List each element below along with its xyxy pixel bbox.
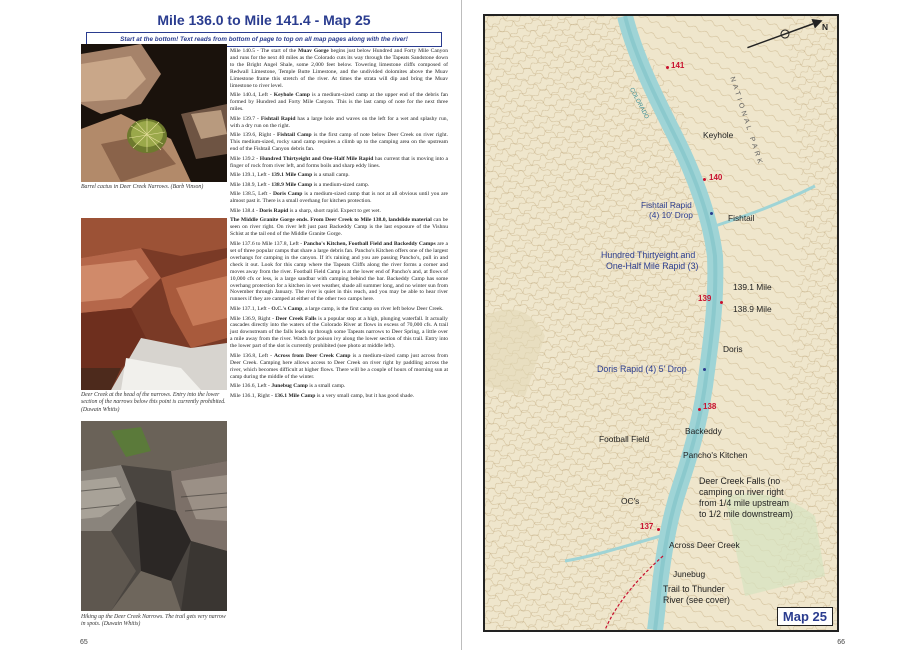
- log-entry: [230, 48, 448, 90]
- mile-dot-138: [698, 408, 701, 411]
- doris-rapid-label: Doris Rapid (4) 5' Drop: [597, 364, 687, 374]
- north-label: N: [822, 22, 829, 32]
- log-entry-prefix: Mile 136.8, Left -: [230, 352, 275, 359]
- log-entry-name: The Middle Granite Gorge ends. From Deer Creek to Mile 138.0, landslide material: [230, 217, 432, 224]
- mile-dot-141: [666, 66, 669, 69]
- caption-1: Barrel cactus in Deer Creek Narrows. (Barb Vinson): [81, 184, 204, 190]
- page-title: Mile 136.0 to Mile 141.4 - Map 25: [157, 12, 371, 28]
- log-entry-text: has a large hole and waves on the left for a wet and splashy run, with a dry run on the right.: [230, 115, 448, 129]
- football-field-label: Football Field: [599, 434, 650, 444]
- panchos-kitchen-label: Pancho's Kitchen: [683, 450, 748, 460]
- log-entry-name: Across from Deer Creek Camp: [274, 352, 351, 359]
- barrel-cactus-photo: [81, 44, 227, 182]
- log-entry-text: is a very small camp, but it has good shade.: [315, 392, 415, 399]
- deer-creek-falls-label-4: to 1/2 mile downstream): [699, 509, 793, 519]
- log-entry-name: Pancho's Kitchen, Football Field and Backeddy Camps: [303, 240, 436, 247]
- log-entry-prefix: Mile 137.6 to Mile 137.8, Left -: [230, 240, 304, 247]
- deer-creek-falls-label-2: camping on river right: [699, 487, 784, 497]
- log-entry-prefix: Mile 139.7 -: [230, 115, 261, 122]
- fishtail-rapid-rating: (4) 10' Drop: [649, 210, 693, 220]
- log-entry-prefix: Mile 139.6, Right -: [230, 132, 277, 139]
- log-entry: [230, 92, 448, 113]
- deer-creek-falls-label-1: Deer Creek Falls (no: [699, 476, 781, 486]
- doris-rapid-dot: [703, 368, 706, 371]
- log-entry-text: is a medium-sized camp at the upper end of the debris fan formed by Hundred and Forty Mile Canyon. This is the last camp of note for the next three miles.: [230, 92, 448, 113]
- log-entry-text: is a popular stop at a high, plunging waterfall. It actually cascades directly into the waters of the Colorado River at flows in excess of 70,000 cfs. A trail just downstream of the falls leads up through some Tapeats narrows to Deer Spring, a little over a mile away from the river. Watch for poison ivy along the lower section of this trail. Entry into the lower part of the slot is currently prohibited (see photo at middle left).: [230, 315, 448, 350]
- junebug-label: Junebug: [673, 569, 706, 579]
- mile-marker-140: 140: [709, 173, 723, 182]
- log-entry-name: 136.1 Mile Camp: [274, 392, 316, 399]
- log-entry-name: Muav Gorge: [297, 48, 329, 54]
- map-number-tag: Map 25: [777, 607, 833, 626]
- log-entry-name: 138.9 Mile Camp: [271, 181, 313, 188]
- log-entry: [230, 191, 448, 205]
- hundred-rapid-label-2: One-Half Mile Rapid (3): [606, 261, 699, 271]
- log-entry-text: can be seen on river right. On river left just past Backeddy Camp is the last exposure of the Vishnu Schist at the tail end of the Middle Granite Gorge.: [230, 217, 449, 238]
- hundred-rapid-label-1: Hundred Thirtyeight and: [601, 250, 696, 260]
- right-page: [463, 0, 859, 650]
- river-map: [483, 14, 839, 632]
- log-entry-text: are a set of three popular camps that share a large debris fan. Pancho's Kitchen offers one of the largest overhangs for camping in the canyon. If it's raining and you are passing Pancho's, pull in and check it out. Look for this camp where the Tapeats Cliffs along the river forms a corner and moves away from the river. Football Field Camp is at the lower end of Pancho's and, at flows of 10,000 cfs or less, is a large sandbar with camping behind the bar. Backeddy Camp has some overhang protection for a kitchen in wet weather, shade all summer long, and no winter sun from November through January. The river is quiet in this reach, and you may be able to hear river runners if they are camped at either of the other two camps here.: [230, 240, 448, 303]
- ocs-camp-label: OC's: [621, 496, 640, 506]
- log-entry: [230, 172, 448, 179]
- log-entry-text: is a medium-sized camp that is not at all obvious until you are almost past it. There is a small overhang for kitchen protection.: [230, 191, 448, 205]
- caption-3: Hiking up the Deer Creek Narrows. The trail gets very narrow in spots. (Duwain Whitis): [81, 614, 226, 628]
- log-entry-text: , a large camp, is the first camp on river left below Deer Creek.: [302, 305, 444, 312]
- mile-marker-137: 137: [640, 522, 654, 531]
- log-entry: [230, 182, 448, 189]
- mile-dot-139: [720, 301, 723, 304]
- doris-camp-label: Doris: [723, 344, 743, 354]
- log-entry-name: Doris Rapid: [259, 207, 289, 214]
- log-entry-prefix: Mile 137.1, Left -: [230, 305, 272, 312]
- log-entry-prefix: Mile 138.5, Left -: [230, 191, 273, 198]
- mile-dot-137: [657, 528, 660, 531]
- page-number-left: 65: [80, 639, 88, 646]
- river-log-text: [230, 48, 448, 402]
- log-entry: [230, 353, 448, 381]
- log-entry-prefix: Mile 140.4, Left -: [230, 92, 274, 99]
- log-entry-prefix: Mile 138.4 -: [230, 207, 260, 214]
- log-entry-text: has current that is moving into a finger of rock from river left, and forms boils and sharp eddy lines.: [230, 155, 448, 169]
- log-entry-text: is the first camp of note below Deer Creek on river right. This medium-sized, rocky sand camp requires a climb up to the camping area on the upstream end of the Fishtail Canyon debris fan.: [230, 132, 448, 153]
- log-entry: [230, 208, 448, 215]
- log-entry-prefix: Mile 136.9, Right -: [230, 315, 276, 322]
- log-entry-text: is a small camp.: [307, 383, 346, 390]
- log-entry-prefix: Mile 140.5 - The start of the: [230, 48, 298, 54]
- log-entry: [230, 116, 448, 130]
- log-entry: [230, 383, 448, 390]
- log-entry-prefix: Mile 136.6, Left -: [230, 383, 272, 390]
- mile-marker-139: 139: [698, 294, 712, 303]
- log-entry: [230, 241, 448, 304]
- left-page: [66, 0, 462, 650]
- log-entry-prefix: Mile 138.9, Left -: [230, 181, 272, 188]
- log-entry: [230, 132, 448, 153]
- log-entry-name: 139.1 Mile Camp: [271, 172, 313, 179]
- mile-139-1-camp-label: 139.1 Mile: [733, 282, 772, 292]
- log-entry-name: Fishtail Camp: [276, 132, 312, 139]
- log-entry-name: Keyhole Camp: [273, 92, 310, 99]
- log-entry: [230, 306, 448, 313]
- log-entry: [230, 156, 448, 170]
- log-entry-name: Doris Camp: [272, 191, 303, 198]
- thunder-river-trail-label-1: Trail to Thunder: [663, 584, 725, 594]
- log-entry-name: Fishtail Rapid: [260, 115, 296, 122]
- log-entry-prefix: Mile 139.2 -: [230, 155, 260, 162]
- log-entry-name: O.C.'s Camp: [271, 305, 303, 312]
- log-entry: [230, 316, 448, 351]
- log-entry: [230, 217, 448, 238]
- log-entry: [230, 393, 448, 400]
- river-name-label: COLORADO: [627, 86, 650, 121]
- mile-dot-140: [703, 178, 706, 181]
- mile-marker-138: 138: [703, 402, 717, 411]
- log-entry-text: begins just below Hundred and Forty Mile Canyon and runs for the next 40 miles as the Colorado cuts its way through the Tapeats Sandstone down to the Bright Angel Shale, some 2,000 feet below. Towering limestone cliffs composed of Redwall Limestone, Temple Butte Limestone, and the undivided dolomites above the Muav Limestone frame this stretch of the river. At times the strata will dip and bring the Muav limestone to river level.: [230, 48, 449, 89]
- fishtail-rapid-label: Fishtail Rapid: [641, 200, 692, 210]
- page-number-right: 66: [837, 639, 845, 646]
- backeddy-label: Backeddy: [685, 426, 722, 436]
- deer-creek-narrows-photo: [81, 218, 227, 390]
- log-entry-text: is a sharp, short rapid. Expect to get wet.: [288, 207, 381, 214]
- mile-138-9-camp-label: 138.9 Mile: [733, 304, 772, 314]
- caption-2: Deer Creek at the head of the narrows. Entry into the lower section of the narrows below this point is currently prohibited. (Duwain Whitis): [81, 392, 226, 413]
- log-entry-name: Hundred Thirtyeight and One-Half Mile Rapid: [259, 155, 374, 162]
- log-entry-prefix: Mile 136.1, Right -: [230, 392, 275, 399]
- deer-creek-falls-label-3: from 1/4 mile upstream: [699, 498, 789, 508]
- start-note-box: Start at the bottom! Text reads from bottom of page to top on all map pages along with the river!: [86, 32, 442, 47]
- hiking-narrows-photo: [81, 421, 227, 611]
- log-entry-text: is a small camp.: [312, 172, 350, 179]
- log-entry-prefix: Mile 139.1, Left -: [230, 172, 272, 179]
- thunder-river-trail-label-2: River (see cover): [663, 595, 730, 605]
- log-entry-text: is a medium-sized camp.: [312, 181, 370, 188]
- park-label: NATIONAL PARK: [728, 76, 764, 168]
- fishtail-camp-label: Fishtail: [728, 213, 755, 223]
- fishtail-rapid-dot: [710, 212, 713, 215]
- mile-marker-141: 141: [671, 61, 685, 70]
- log-entry-name: Junebug Camp: [271, 383, 308, 390]
- keyhole-label: Keyhole: [703, 130, 734, 140]
- across-deer-creek-label: Across Deer Creek: [669, 540, 740, 550]
- log-entry-name: Deer Creek Falls: [275, 315, 317, 322]
- log-entry-text: is a medium-sized camp just across from Deer Creek. Camping here allows access to Deer Creek on river right by paddling across the river, which becomes difficult at higher flows. There will be a couple of hours of morning sun at camp during the middle of the winter.: [230, 352, 448, 380]
